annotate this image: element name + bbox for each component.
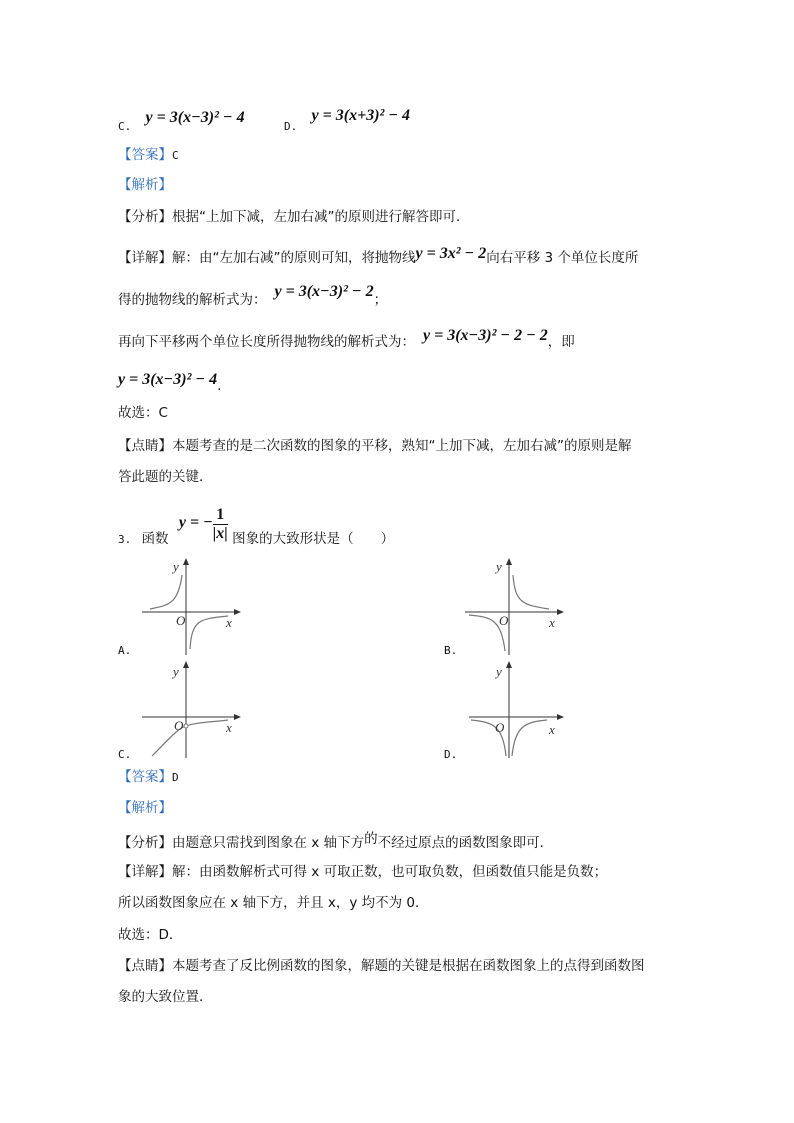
- y-arrow-icon: [506, 558, 512, 565]
- text: 图象的大致形状是（ ）: [232, 530, 395, 547]
- graph-option-a: [138, 557, 248, 657]
- y-label: y: [496, 559, 502, 574]
- dianjing-line-1: [118, 436, 632, 456]
- curve: [512, 720, 547, 756]
- text: ，即: [547, 334, 575, 350]
- x-label: x: [549, 615, 555, 630]
- formula-fraction: [213, 506, 228, 543]
- question-3: [118, 506, 395, 547]
- curve: [150, 575, 182, 609]
- option-d-prev: [284, 106, 411, 133]
- option-d-label: D.: [444, 748, 458, 761]
- graph-option-d: [461, 660, 571, 760]
- dianjing-tag: 【点睛】: [118, 958, 172, 974]
- y-label: y: [496, 664, 502, 679]
- origin-label: O: [495, 720, 505, 735]
- text: 不经过原点的函数图象即可．: [377, 835, 554, 851]
- option-a-label: A.: [118, 644, 132, 657]
- x-arrow-icon: [557, 714, 564, 720]
- option-c-prev: [118, 108, 245, 133]
- dianjing-line-2: 答此题的关键．: [118, 469, 213, 485]
- answer-tag: 【答案】: [118, 147, 172, 163]
- xiangjie-line-1: [118, 245, 639, 268]
- x-label: x: [226, 615, 232, 630]
- guxuan-line: 故选：C: [118, 405, 168, 421]
- xiangjie-line-2: [118, 283, 388, 310]
- text: 由题意只需找到图象在 x 轴下方: [172, 835, 365, 851]
- fenxi-tag: 【分析】: [118, 835, 172, 851]
- origin-label: O: [176, 613, 186, 628]
- xiangjie-tag: 【详解】: [118, 864, 172, 880]
- fenxi-line-q3: [118, 833, 553, 853]
- text: 的: [364, 831, 378, 847]
- text: 本题考查了反比例函数的图象，解题的关键是根据在函数图象上的点得到函数图: [172, 958, 645, 974]
- x-label: x: [549, 722, 555, 737]
- x-arrow-icon: [234, 609, 241, 615]
- xiangjie-line-q3: [118, 862, 607, 882]
- y-arrow-icon: [183, 661, 189, 668]
- open-point: [184, 724, 188, 728]
- y-label: y: [173, 664, 179, 679]
- answer-value: C: [172, 149, 179, 162]
- x-arrow-icon: [234, 714, 241, 720]
- x-arrow-icon: [557, 609, 564, 615]
- xiangjie-line-q3-2: 所以函数图象应在 x 轴下方，并且 x，y 均不为 0．: [118, 895, 429, 911]
- fenxi-text: 根据“上加下减，左加右减”的原则进行解答即可．: [172, 209, 470, 225]
- answer-tag: 【答案】: [118, 769, 172, 785]
- option-label: C.: [118, 120, 132, 133]
- y-label: y: [173, 559, 179, 574]
- curve: [152, 720, 228, 756]
- graph-option-b: [461, 557, 571, 657]
- text: 向右平移 3 个单位长度所: [486, 250, 639, 266]
- formula: y = 3(x−3)² − 4: [145, 109, 245, 126]
- formula-lhs: y = −: [178, 513, 213, 531]
- fenxi-line: [118, 207, 470, 227]
- option-c-label: C.: [118, 748, 132, 761]
- text: 本题考查的是二次函数的图象的平移，熟知“上加下减，左加右减”的原则是解: [172, 438, 632, 454]
- formula: y = 3(x−3)² − 2 − 2: [423, 327, 548, 344]
- analysis-tag: 【解析】: [118, 177, 172, 193]
- y-arrow-icon: [183, 558, 189, 565]
- origin-label: O: [174, 718, 184, 733]
- formula: y = 3(x+3)² − 4: [311, 107, 411, 124]
- formula: y = 3(x−3)² − 2: [274, 283, 374, 300]
- dianjing-line-q3-2: 象的大致位置．: [118, 989, 213, 1005]
- guxuan-line-q3: 故选：D．: [118, 927, 183, 943]
- denominator: |x|: [212, 525, 228, 542]
- formula: y = 3x² − 2: [415, 245, 487, 262]
- xiangjie-tag: 【详解】: [118, 250, 172, 266]
- origin-label: O: [499, 613, 509, 628]
- numerator: 1: [213, 506, 228, 525]
- curve: [190, 616, 228, 649]
- graph-option-c: [138, 660, 248, 760]
- answer-line-q3: [118, 767, 179, 788]
- text: .: [217, 378, 222, 394]
- text: 得的抛物线的解析式为：: [118, 292, 267, 308]
- y-arrow-icon: [506, 661, 512, 668]
- xiangjie-line-4: [118, 370, 222, 394]
- formula: y = 3(x−3)² − 4: [118, 371, 218, 388]
- option-b-label: B.: [444, 644, 458, 657]
- xiangjie-line-3: [118, 327, 575, 352]
- option-label: D.: [284, 120, 298, 133]
- dianjing-line-q3-1: [118, 956, 645, 976]
- answer-value: D: [172, 771, 179, 784]
- text: 再向下平移两个单位长度所得抛物线的解析式为：: [118, 334, 415, 350]
- fenxi-tag: 【分析】: [118, 209, 172, 225]
- text: 函数: [141, 530, 169, 547]
- answer-line: [118, 145, 179, 166]
- curve: [513, 575, 549, 609]
- text: 解：由函数解析式可得 x 可取正数，也可取负数，但函数值只能是负数；: [172, 864, 608, 880]
- analysis-tag-q3: 【解析】: [118, 800, 172, 816]
- question-number: 3.: [118, 532, 132, 546]
- text: 解：由“左加右减”的原则可知，将抛物线: [172, 250, 416, 266]
- text: ；: [373, 292, 388, 308]
- x-label: x: [226, 720, 232, 735]
- dianjing-tag: 【点睛】: [118, 438, 172, 454]
